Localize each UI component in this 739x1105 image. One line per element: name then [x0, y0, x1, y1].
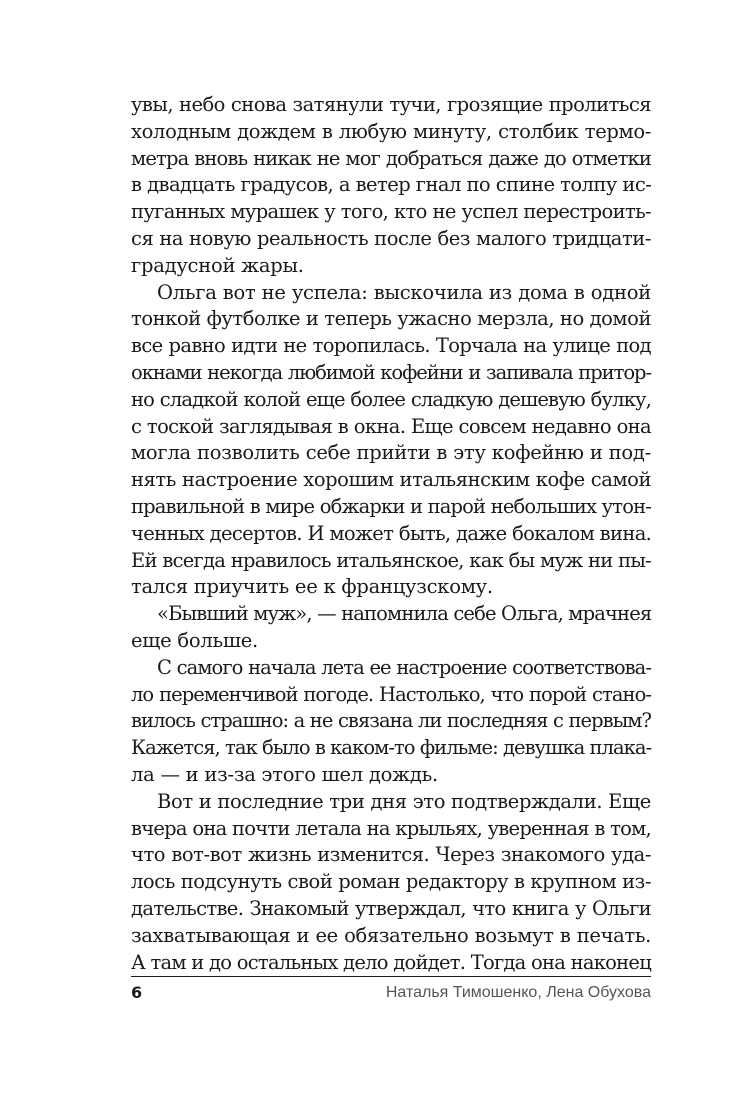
text-line: увы, небо снова затянули тучи, грозящие пролиться	[131, 93, 651, 116]
text-line: градусной жары.	[131, 253, 304, 277]
text-line: метра вновь никак не мог добраться даже до отметки	[131, 146, 651, 170]
paragraph-start-line: Вот и последние три дня это подтверждали. Еще	[157, 789, 651, 813]
text-line: тонкой футболке и теперь ужасно мерзла, но домой	[131, 307, 651, 331]
text-line: дательстве. Знакомый утверждал, что книга у Ольги	[131, 896, 651, 920]
text-line: тался приучить ее к французскому.	[131, 575, 493, 599]
text-line: холодным дождем в любую минуту, столбик термо-	[131, 119, 651, 143]
body-text	[131, 92, 651, 976]
text-line: ченных десертов. И может быть, даже бокалом вина.	[131, 521, 652, 545]
text-line: могла позволить себе прийти в эту кофейню и под-	[131, 441, 651, 465]
text-line: ла — и из-за этого шел дождь.	[131, 762, 438, 786]
text-line: пуганных мурашек у того, кто не успел перестроить-	[131, 200, 651, 224]
text-line: вчера она почти летала на крыльях, уверенная в том,	[131, 816, 651, 840]
running-footer-authors: Наталья Тимошенко, Лена Обухова	[385, 984, 651, 1001]
paragraph-start-line: «Бывший муж», — напомнила себе Ольга, мрачнея	[157, 602, 652, 626]
page-number: 6	[131, 983, 143, 1002]
text-line: захватывающая и ее обязательно возьмут в печать.	[131, 923, 651, 947]
text-line: вилось страшно: а не связана ли последняя с первым?	[131, 709, 651, 733]
text-line: все равно идти не торопилась. Торчала на улице под	[131, 334, 651, 358]
paragraph-start-line: Ольга вот не успела: выскочила из дома в одной	[157, 280, 651, 304]
text-line: еще больше.	[131, 628, 259, 652]
text-line: правильной в мире обжарки и парой небольших утон-	[131, 494, 651, 518]
text-line: в двадцать градусов, а ветер гнал по спине толпу ис-	[131, 173, 652, 197]
text-line: но сладкой колой еще более сладкую дешевую булку,	[131, 387, 651, 411]
text-line: ся на новую реальность после без малого тридцати-	[131, 226, 651, 250]
text-line: Кажется, так было в каком-то фильме: девушка плака-	[131, 736, 652, 760]
text-line: что вот-вот жизнь изменится. Через знакомого уда-	[131, 843, 651, 867]
text-line: лось подсунуть свой роман редактору в крупном из-	[131, 870, 651, 894]
text-line: ло переменчивой погоде. Настолько, что порой стано-	[131, 682, 651, 706]
text-line: Ей всегда нравилось итальянское, как бы муж ни пы-	[131, 548, 651, 572]
paragraph-start-line: С самого начала лета ее настроение соответствова-	[157, 655, 651, 679]
text-line: окнами некогда любимой кофейни и запивала притор-	[131, 360, 651, 384]
text-line: А там и до остальных дело дойдет. Тогда она наконец	[131, 950, 651, 974]
text-line: с тоской заглядывая в окна. Еще совсем недавно она	[131, 414, 651, 438]
text-line: нять настроение хорошим итальянским кофе самой	[131, 468, 651, 492]
footer-divider	[131, 976, 651, 977]
